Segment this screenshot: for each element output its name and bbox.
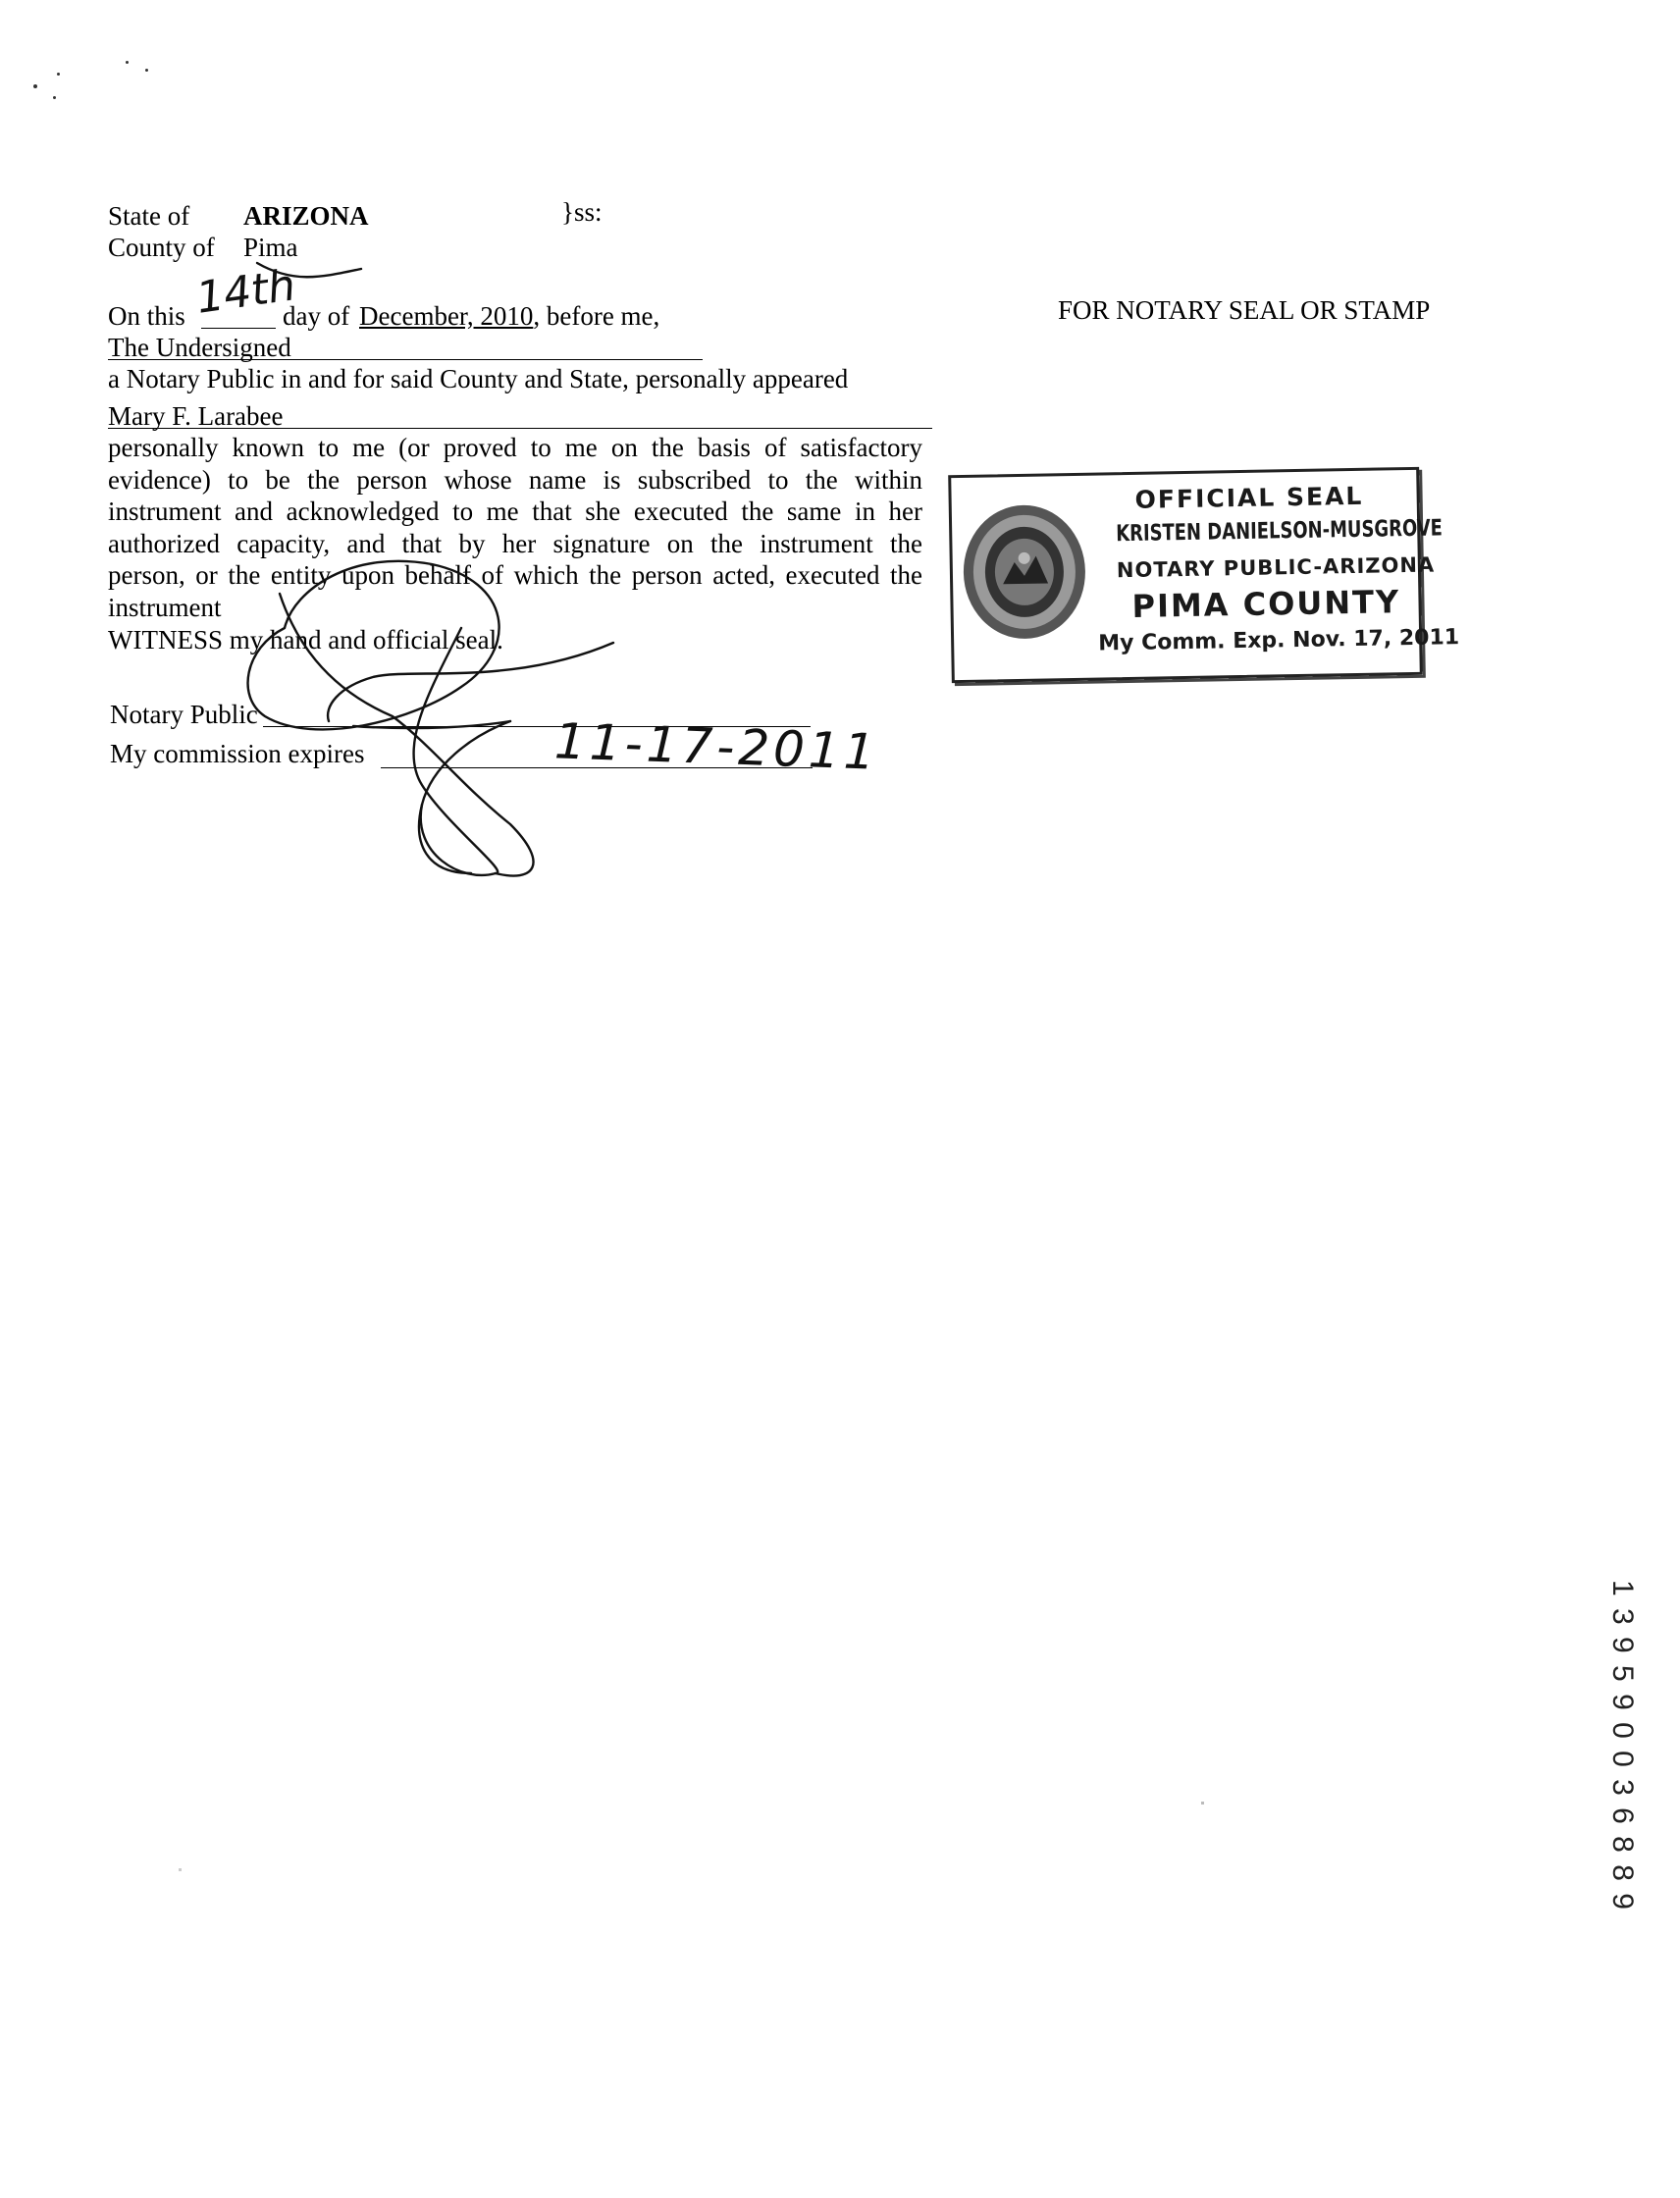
county-label: County of <box>108 233 215 262</box>
on-this-label: On this <box>108 301 185 331</box>
body-line: person, or the entity upon behalf of which the person acted, executed the <box>108 560 922 590</box>
notary-stamp <box>948 467 1460 683</box>
stamp-county: PIMA COUNTY <box>1131 583 1401 625</box>
document-number: 1 3 9 5 9 0 0 3 6 8 8 9 <box>1606 1580 1639 1911</box>
date-value: December, 2010 <box>359 301 534 331</box>
scan-speck <box>179 1868 182 1871</box>
body-line: personally known to me (or proved to me on the basis of satisfactory <box>108 433 922 462</box>
state-value: ARIZONA <box>243 201 369 231</box>
commission-expires-handwritten: 11-17-2011 <box>553 712 880 781</box>
body-line: instrument <box>108 592 222 622</box>
signer-name: Mary F. Larabee <box>108 401 284 431</box>
notary-public-label: Notary Public <box>110 700 258 729</box>
commission-label: My commission expires <box>110 739 365 768</box>
stamp-notary-name: KRISTEN DANIELSON-MUSGROVE <box>1116 515 1444 548</box>
body-line: instrument and acknowledged to me that she executed the same in her <box>108 497 922 526</box>
arizona-state-seal-icon <box>955 493 1095 652</box>
stamp-expiry: My Comm. Exp. Nov. 17, 2011 <box>1097 625 1460 656</box>
stamp-title: OFFICIAL SEAL <box>1134 481 1364 514</box>
ss-notation: }ss: <box>561 197 603 227</box>
body-line: authorized capacity, and that by her signature on the instrument the <box>108 528 922 558</box>
notary-clause: a Notary Public in and for said County and State, personally appeared <box>108 364 849 393</box>
body-line: evidence) to be the person whose name is subscribed to the within <box>108 464 922 495</box>
county-value: Pima <box>243 233 298 262</box>
scan-speck <box>1201 1802 1204 1805</box>
day-of-label: day of <box>283 301 350 331</box>
witness-line: WITNESS my hand and official seal. <box>108 625 503 654</box>
seal-caption: FOR NOTARY SEAL OR STAMP <box>1058 295 1431 325</box>
before-me-label: , before me, <box>533 301 660 331</box>
day-handwritten: 14th <box>192 260 299 324</box>
officer-name: The Undersigned <box>108 333 291 362</box>
stamp-role: NOTARY PUBLIC-ARIZONA <box>1116 552 1436 583</box>
state-label: State of <box>108 201 190 231</box>
